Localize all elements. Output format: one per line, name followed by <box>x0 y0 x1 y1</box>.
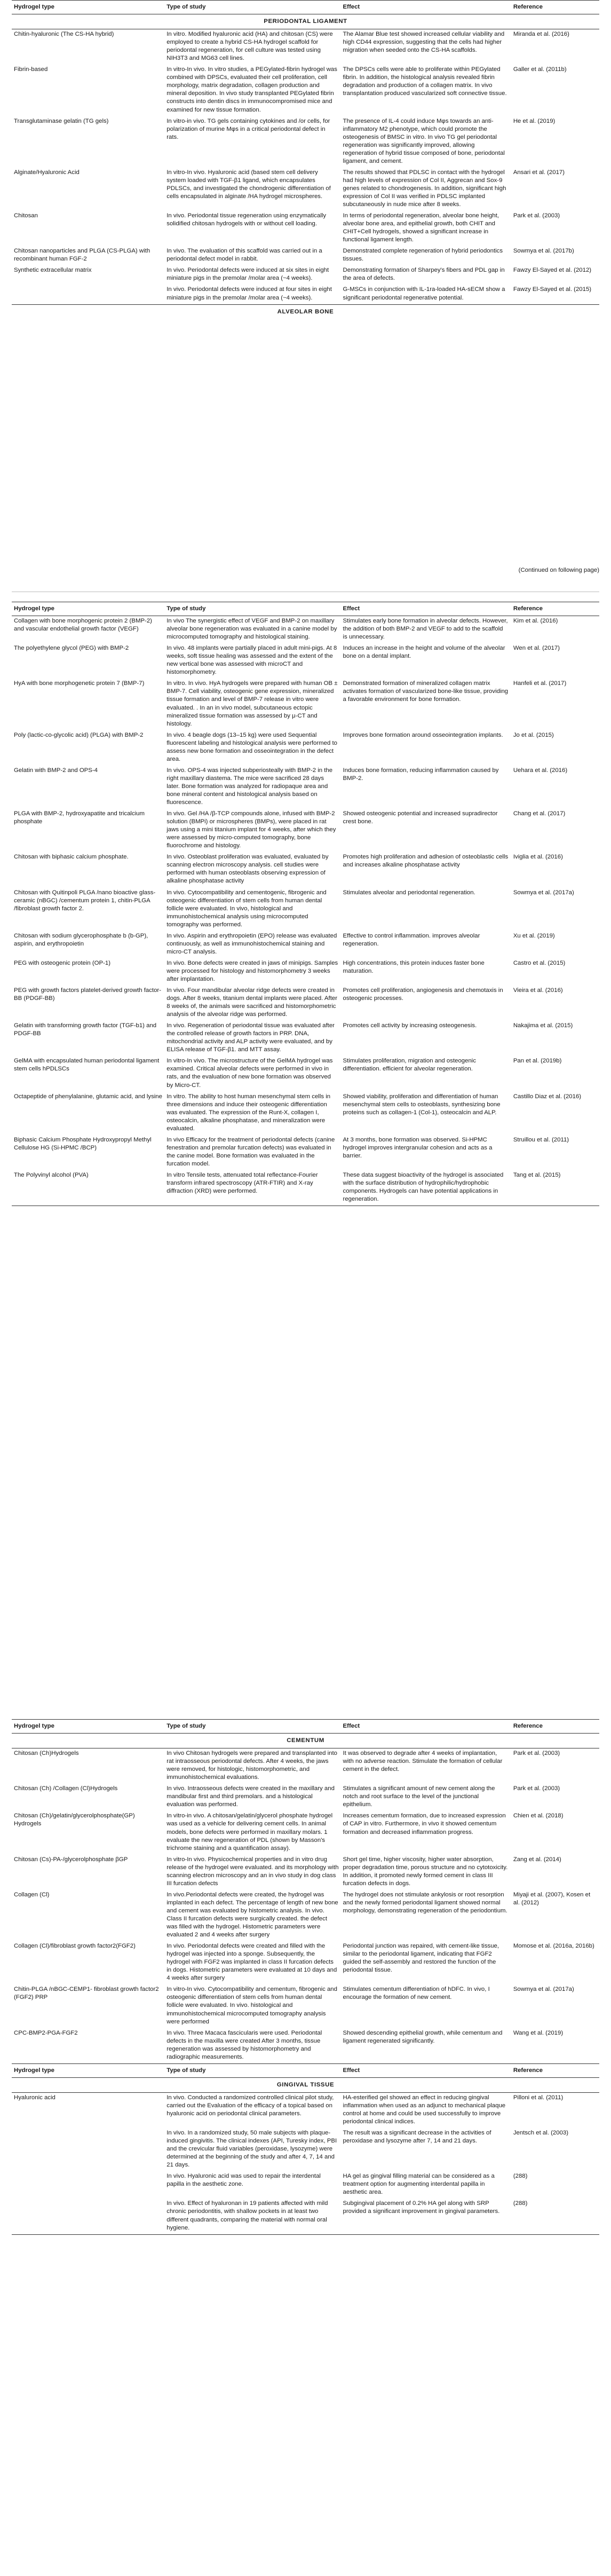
table-row <box>12 852 599 887</box>
effect-cell: Increases cementum formation, due to increased expression of CAP in vitro. Furthermore, in vivo it showed cementum formation and decreased inflammation progress. <box>343 1813 506 1836</box>
effect-cell: Subgingival placement of 0.2% HA gel along with SRP provided a significant improvement in gingival parameters. <box>341 2199 511 2234</box>
hydrogel-type-cell <box>12 2128 164 2171</box>
table-header-row <box>12 602 599 616</box>
section-title: GINGIVAL TISSUE <box>12 2077 599 2092</box>
section-heading-gingival-tissue <box>12 2077 599 2092</box>
hydrogel-type-cell: PEG with osteogenic protein (OP-1) <box>14 959 111 966</box>
hydrogel-type-cell: Chitosan (Ch)/gelatin/glycerolphosphate(GP) Hydrogels <box>14 1813 135 1827</box>
header-effect: Effect <box>341 602 511 616</box>
hydrogel-type-cell: Chitosan (Cs)-PA-/glycerolphosphate βGP <box>14 1856 128 1863</box>
table-row <box>12 730 599 766</box>
table-row <box>12 246 599 265</box>
hydrogel-type-cell: Collagen (Cl)/fibroblast growth factor2(FGF2) <box>14 1943 136 1950</box>
section-heading-alveolar-bone <box>12 304 599 319</box>
header-hydrogel-type: Hydrogel type <box>12 602 164 616</box>
effect-cell: Periodontal junction was repaired, with cement-like tissue, similar to the periodontal ligament, indicating that FGF2 guided the self-assembly and restored the function of the periodontal tissue. <box>343 1943 499 1974</box>
table-row <box>12 931 599 958</box>
type-of-study-cell: In vitro-In vivo. The microstructure of the GelMA hydrogel was examined. Critical alveolar defects were performed in vivo in rats, and the evaluation of new bone formation was observed by Micro-CT. <box>166 1058 333 1089</box>
header-type-of-study: Type of study <box>164 1 340 14</box>
hydrogel-type-cell <box>12 2199 164 2234</box>
table-row <box>12 1784 599 1811</box>
hydrogel-type-cell: Chitosan with biphasic calcium phosphate. <box>14 854 129 861</box>
type-of-study-cell: In vivo. Periodontal defects were created and filled with the hydrogel was injected into a sponge. Subsequently, the hydrogel with FGF2 was implanted in class II furcation defects in dogs. Histometric parameters were evaluated at 10 days and 4 weeks after surgery <box>166 1943 337 1982</box>
hydrogel-type-cell: Gelatin with BMP-2 and OPS-4 <box>14 767 98 774</box>
table-header-row <box>12 2063 599 2077</box>
type-of-study-cell: In vitro. The ability to host human mesenchymal stem cells in three dimensions and induce their osteogenic differentiation was evaluated. The expression of the Runt-X, collagen I, osteocalcin, alkaline phosphatase, and mineralization were evaluated. <box>166 1093 331 1132</box>
header-hydrogel-type: Hydrogel type <box>12 2063 164 2077</box>
effect-cell: Demonstrated complete regeneration of hybrid periodontics tissues. <box>343 248 503 263</box>
type-of-study-cell: In vivo. Conducted a randomized controlled clinical pilot study, carried out the Evaluation of the efficacy of a topical based on hyaluronic acid on periodontal clinical parameters. <box>166 2094 334 2117</box>
table-row <box>12 265 599 285</box>
hydrogel-type-cell: Chitin-PLGA /nBGC-CEMP1- fibroblast growth factor2 (FGF2) PRP <box>14 1986 159 2001</box>
effect-cell: Demonstrated formation of mineralized collagen matrix activates formation of vascularized bone-like tissue, providing a favorable environment for bone formation. <box>343 680 509 703</box>
type-of-study-cell: In vivo. Intraosseous defects were created in the maxillary and mandibular first and third premolars. and a histological evaluation was performed. <box>166 1785 335 1808</box>
table-row <box>12 986 599 1021</box>
reference-cell: Pilloni et al. (2011) <box>513 2094 564 2101</box>
hydrogel-table-part-2 <box>12 602 599 1206</box>
table-row <box>12 1855 599 1890</box>
table-row <box>12 766 599 809</box>
reference-cell: Uehara et al. (2016) <box>513 767 568 774</box>
effect-cell: The results showed that PDLSC in contact with the hydrogel had high levels of expression of Col II, Aggrecan and Sox-9 genes related to chondrogenesis. In addition, significant high expression of Col II was verified in PDLSC implanted subcutaneously in nude mice after 8 weeks. <box>343 169 506 208</box>
reference-cell: Sowmya et al. (2017a) <box>513 1986 574 1993</box>
table-header-row <box>12 1 599 14</box>
header-hydrogel-type: Hydrogel type <box>12 1720 164 1734</box>
reference-cell: Castro et al. (2015) <box>513 959 566 966</box>
type-of-study-cell: In vitro. Modified hyaluronic acid (HA) and chitosan (CS) were employed to create a hybrid CS-HA hydrogel scaffold for periodontal regeneration, for cell culture was tested using NIH3T3 and MG63 cell lines. <box>166 31 333 62</box>
table-row <box>12 2092 599 2128</box>
effect-cell: Stimulates early bone formation in alveolar defects. However, the addition of both BMP-2 and VEGF to add to the scaffold is unnecessary. <box>343 618 508 641</box>
type-of-study-cell: In vivo. Periodontal tissue regeneration using enzymatically solidified chitosan hydrogels with or without cell loading. <box>166 212 327 227</box>
table-row <box>12 1170 599 1206</box>
type-of-study-cell: In vivo. In a randomized study, 50 male subjects with plaque-induced gingivitis. The clinical indexes (API, Turesky index, PBI and the crevicular fluid variables (peroxidase, lysozyme) were determined at the beginning of the study and after 4, 7, 14 and 21 days. <box>166 2130 337 2169</box>
effect-cell: The hydrogel does not stimulate ankylosis or root resorption and the newly formed periodontal ligament showed normal morphology, demonstrating regeneration of the periodontium. <box>343 1891 507 1914</box>
type-of-study-cell: In vivo Chitosan hydrogels were prepared and transplanted into rat intraosseous periodontal defects. After 4 weeks, the jaws were removed, for histologic, histomorphometric, and immunohistochemical evaluations. <box>166 1750 338 1781</box>
reference-cell: Park et al. (2003) <box>513 1785 560 1792</box>
type-of-study-cell: In vitro-in vivo. A chitosan/gelatin/glycerol phosphate hydrogel was used as a vehicle for delivering cement cells. In animal models, bone defects were performed in maxillary molars. 1 evaluate the new regeneration of PDL (shown by Masson's trichrome staining and a quantification assay). <box>166 1813 333 1852</box>
type-of-study-cell: In vivo. Periodontal defects were induced at four sites in eight miniature pigs in the premolar /molar area (~4 weeks). <box>164 285 340 304</box>
hydrogel-type-cell: PEG with growth factors platelet-derived growth factor-BB (PDGF-BB) <box>14 987 162 1002</box>
reference-cell: Castillo Diaz et al. (2016) <box>513 1093 582 1100</box>
reference-cell: Chien et al. (2018) <box>513 1813 564 1819</box>
hydrogel-type-cell: Alginate/Hyaluronic Acid <box>14 169 80 176</box>
reference-cell: He et al. (2019) <box>513 117 556 124</box>
effect-cell: Stimulates proliferation, migration and osteogenic differentiation. efficient for alveolar regeneration. <box>343 1058 477 1073</box>
reference-cell: (288) <box>513 2173 528 2180</box>
hydrogel-table-part-3 <box>12 1719 599 2235</box>
hydrogel-type-cell: Octapeptide of phenylalanine, glutamic acid, and lysine <box>14 1093 162 1100</box>
header-effect: Effect <box>341 2063 511 2077</box>
section-heading-periodontal-ligament <box>12 14 599 29</box>
reference-cell: Momose et al. (2016a, 2016b) <box>513 1943 594 1950</box>
reference-cell: Jo et al. (2015) <box>513 731 554 738</box>
hydrogel-type-cell: HyA with bone morphogenetic protein 7 (BMP-7) <box>14 680 145 687</box>
table-row <box>12 2199 599 2234</box>
header-effect: Effect <box>341 1720 511 1734</box>
table-row <box>12 1092 599 1135</box>
reference-cell: Chang et al. (2017) <box>513 810 566 817</box>
header-reference: Reference <box>511 1720 599 1734</box>
reference-cell: Fawzy El-Sayed et al. (2012) <box>513 267 592 274</box>
reference-cell: Struillou et al. (2011) <box>513 1136 569 1143</box>
effect-cell: Stimulates cementum differentiation of hDFC. In vivo, I encourage the formation of new cement. <box>343 1986 490 2001</box>
reference-cell: Sowmya et al. (2017a) <box>513 889 574 896</box>
effect-cell: It was observed to degrade after 4 weeks of implantation, with no adverse reaction. Stimulate the formation of cellular cement in the defect. <box>343 1750 503 1773</box>
effect-cell: Stimulates a significant amount of new cement along the notch and root surface to the level of the junctional epithelium. <box>343 1785 495 1808</box>
type-of-study-cell: In vivo. The evaluation of this scaffold was carried out in a periodontal defect model in rabbit. <box>166 248 322 263</box>
effect-cell: Improves bone formation around osseointegration implants. <box>343 731 503 738</box>
effect-cell: The presence of IL-4 could induce Mφs towards an anti-inflammatory M2 phenotype, which could promote the osteogenesis of BMSC in vitro. In vivo TG gel periodontal regeneration was significantly improved, allowing regeneration of hybrid tissue composed of bone, periodontal ligament, and cement. <box>343 117 505 164</box>
type-of-study-cell: In vivo. Cytocompatibility and cementogenic, fibrogenic and osteogenic differentiation of stem cells from human dental follicle were evaluated. In vivo, histological and immunohistochemical analysis using microcomputed tomography was performed. <box>166 889 327 928</box>
effect-cell: Showed descending epithelial growth, while cementum and ligament regenerated significantly. <box>341 2028 511 2064</box>
type-of-study-cell: In vivo. Periodontal defects were induced at six sites in eight miniature pigs in the premolar /molar area (~4 weeks). <box>166 267 329 282</box>
type-of-study-cell: In vivo. OPS-4 was injected subperiosteally with BMP-2 in the right maxillary diastema. The mice were sacrificed 28 days later. Bone formation was analyzed for radiopaque area and bone mineral content and histological analysis based on fluorescence. <box>166 767 333 806</box>
type-of-study-cell: In vivo. 4 beagle dogs (13–15 kg) were used Sequential fluorescent labeling and histological analysis were performed to assess new bone formation and osseointegration in the defect area. <box>166 731 337 762</box>
table-row <box>12 888 599 931</box>
hydrogel-type-cell: PLGA with BMP-2, hydroxyapatite and tricalcium phosphate <box>14 810 145 825</box>
reference-cell: Park et al. (2003) <box>513 1750 560 1757</box>
header-type-of-study: Type of study <box>164 602 340 616</box>
reference-cell: Tang et al. (2015) <box>511 1170 599 1206</box>
hydrogel-type-cell: Hyaluronic acid <box>14 2094 55 2101</box>
reference-cell: Fawzy El-Sayed et al. (2015) <box>511 285 599 304</box>
reference-cell: Miranda et al. (2016) <box>513 31 569 38</box>
reference-cell: Park et al. (2003) <box>513 212 560 219</box>
type-of-study-cell: In vitro-In vivo. Cytocompatibility and cementum, fibrogenic and osteogenic differentiation of stem cells from human dental follicle were evaluated. In vivo. histological and immunohistochemical microcomputed tomography analysis were performed <box>166 1986 337 2025</box>
table-row <box>12 211 599 246</box>
type-of-study-cell: In vivo Efficacy for the treatment of periodontal defects (canine fenestration and premolar furcation defects) was evaluated in the canine model. Bone formation was evaluated in the furcation model. <box>166 1136 335 1167</box>
type-of-study-cell: In vivo. Regeneration of periodontal tissue was evaluated after the controlled release of growth factors in PRP. DNA, mitochondrial activity and ALP activity were evaluated, and by ELISA release of TGF-β1. and MTT assay. <box>166 1022 335 1053</box>
table-row <box>12 1890 599 1941</box>
hydrogel-type-cell: Chitosan <box>14 212 38 219</box>
type-of-study-cell: In vivo. Aspirin and erythropoietin (EPO) release was evaluated continuously, as well as immunohistochemical staining and micro-CT analysis. <box>166 932 337 955</box>
effect-cell: G-MSCs in conjunction with IL-1ra-loaded HA-sECM show a significant periodontal regenerative potential. <box>341 285 511 304</box>
table-row <box>12 1021 599 1056</box>
reference-cell: Xu et al. (2019) <box>513 932 555 939</box>
effect-cell: Stimulates alveolar and periodontal regeneration. <box>343 889 475 896</box>
hydrogel-type-cell: Chitosan (Ch)Hydrogels <box>14 1750 79 1757</box>
table-row <box>12 643 599 679</box>
reference-cell: Ansari et al. (2017) <box>513 169 565 176</box>
effect-cell: HA gel as gingival filling material can be considered as a treatment option for augmenting interdental papilla in aesthetic area. <box>343 2173 495 2196</box>
header-effect: Effect <box>341 1 511 14</box>
reference-cell: Jentsch et al. (2003) <box>513 2130 569 2137</box>
header-reference: Reference <box>511 2063 599 2077</box>
effect-cell: Induces an increase in the height and volume of the alveolar bone on a dental implant. <box>343 645 505 660</box>
type-of-study-cell: In vivo. Four mandibular alveolar ridge defects were created in dogs. After 8 weeks, titanium dental implants were placed. After 8 weeks of, the animals were sacrificed and histomorphometric analysis of the alveolar ridge was performed. <box>166 987 337 1018</box>
table-row <box>12 679 599 730</box>
header-type-of-study: Type of study <box>164 2063 340 2077</box>
type-of-study-cell: In vitro. In vivo. HyA hydrogels were prepared with human OB ± BMP-7. Cell viability, osteogenic gene expression, mineralized tissue formation and level of BMP-7 release in vitro were evaluated. . In an in vivo model, subcutaneous ectopic mineralized tissue formation was assessed by μ-CT and histology. <box>166 680 338 727</box>
hydrogel-type-cell: Chitosan with Quitinpoli PLGA /nano bioactive glass-ceramic (nBGC) /cementum protein 1, chitin-PLGA /fibroblast growth factor 2. <box>14 889 156 912</box>
type-of-study-cell: In vitro-In vivo. Physicochemical properties and in vitro drug release of the hydrogel were evaluated. and its morphology with scanning electron microscopy and an in vivo study in dog class III furcation defects <box>166 1856 339 1887</box>
hydrogel-type-cell: Transglutaminase gelatin (TG gels) <box>14 117 109 124</box>
hydrogel-table-part-1 <box>12 0 599 319</box>
section-title: CEMENTUM <box>12 1734 599 1748</box>
type-of-study-cell: In vivo. 48 implants were partially placed in adult mini-pigs. At 8 weeks, soft tissue healing was assessed and the extent of the new vertical bone was assessed with microCT and histomorphometry. <box>166 645 337 676</box>
section-heading-cementum <box>12 1734 599 1748</box>
reference-cell: Wen et al. (2017) <box>513 645 560 652</box>
table-row <box>12 29 599 65</box>
effect-cell: Promotes cell proliferation, angiogenesis and chemotaxis in osteogenic processes. <box>343 987 503 1002</box>
table-row <box>12 2128 599 2171</box>
hydrogel-type-cell: Collagen (Cl) <box>14 1891 50 1898</box>
effect-cell: Induces bone formation, reducing inflammation caused by BMP-2. <box>343 767 499 782</box>
hydrogel-type-cell: GelMA with encapsulated human periodontal ligament stem cells hPDLSCs <box>14 1058 160 1073</box>
effect-cell: Showed osteogenic potential and increased supradirector crest bone. <box>343 810 498 825</box>
type-of-study-cell: In vitro Tensile tests, attenuated total reflectance-Fourier transform infrared spectroscopy (ATR-FTIR) and X-ray diffraction (XRD) were performed. <box>164 1170 340 1206</box>
hydrogel-type-cell: Biphasic Calcium Phosphate Hydroxypropyl Methyl Cellulose HG (Si-HPMC /BCP) <box>14 1136 152 1151</box>
reference-cell: Vieira et al. (2016) <box>513 987 563 994</box>
hydrogel-type-cell: Poly (lactic-co-glycolic acid) (PLGA) with BMP-2 <box>14 731 144 738</box>
effect-cell: The Alamar Blue test showed increased cellular viability and high CD44 expression, suggesting that the cells had higher migration when seeded onto the CS-HA scaffolds. <box>343 31 505 54</box>
type-of-study-cell: In vivo. Osteoblast proliferation was evaluated, evaluated by scanning electron microscopy analysis. cell studies were performed with human osteoblasts observing expression of alkaline phosphatase activity <box>166 854 329 885</box>
hydrogel-type-cell: CPC-BMP2-PGA-FGF2 <box>12 2028 164 2064</box>
hydrogel-type-cell: Fibrin-based <box>14 66 48 73</box>
table-row <box>12 116 599 168</box>
type-of-study-cell: In vivo. Three Macaca fascicularis were used. Periodontal defects in the maxilla were created After 3 months, tissue regeneration was assessed by histomorphometry and radiographic measurements. <box>164 2028 340 2064</box>
type-of-study-cell: In vivo The synergistic effect of VEGF and BMP-2 on maxillary alveolar bone regeneration was evaluated in a canine model by microcomputed tomography and histological staining. <box>166 618 337 641</box>
effect-cell: Demonstrating formation of Sharpey's fibers and PDL gap in the area of defects. <box>343 267 505 282</box>
table-row <box>12 1135 599 1170</box>
table-row <box>12 285 599 304</box>
type-of-study-cell: In vivo. Effect of hyaluronan in 19 patients affected with mild chronic periodontitis, with shallow pockets in at least two different quadrants, comparing the material with normal oral hygiene. <box>164 2199 340 2234</box>
reference-cell: Hanfeli et al. (2017) <box>513 680 567 687</box>
section-title: ALVEOLAR BONE <box>277 308 334 315</box>
effect-cell: Promotes cell activity by increasing osteogenesis. <box>343 1022 477 1029</box>
effect-cell: The DPSCs cells were able to proliferate within PEGylated fibrin. In addition, the histological analysis revealed fibrin degradation and production of a collagen matrix. In vivo transplantation produced vascularized soft connective tissue. <box>343 66 507 97</box>
effect-cell: Showed viability, proliferation and differentiation of human mesenchymal stem cells to osteoblasts, synthesizing bone proteins such as collagen-1 (Col-1), osteocalcin and ALP. <box>343 1093 501 1116</box>
reference-cell: Galler et al. (2011b) <box>513 66 567 73</box>
hydrogel-type-cell <box>12 285 164 304</box>
reference-cell: Miyaji et al. (2007), Kosen et al. (2012) <box>513 1891 591 1906</box>
hydrogel-type-cell: Collagen with bone morphogenic protein 2 (BMP-2) and vascular endothelial growth factor (VEGF) <box>14 618 152 633</box>
hydrogel-type-cell: Chitosan nanoparticles and PLGA (CS-PLGA) with recombinant human FGF-2 <box>14 248 150 263</box>
effect-cell: These data suggest bioactivity of the hydrogel is associated with the surface distribution of hydrophilic/hydrophobic components. Hydrogels can have potential applications in regeneration. <box>341 1170 511 1206</box>
reference-cell: Iviglia et al. (2016) <box>513 854 563 861</box>
table-row <box>12 168 599 211</box>
hydrogel-type-cell: Chitin-hyaluronic (The CS-HA hybrid) <box>14 31 114 38</box>
effect-cell: At 3 months, bone formation was observed. Si-HPMC hydrogel improves intergranular cohesion and acts as a barrier. <box>343 1136 493 1159</box>
table-row <box>12 809 599 852</box>
hydrogel-type-cell: Synthetic extracellular matrix <box>14 267 92 274</box>
table-row <box>12 2028 599 2064</box>
hydrogel-type-cell: The Polyvinyl alcohol (PVA) <box>12 1170 164 1206</box>
effect-cell: Promotes high proliferation and adhesion of osteoblastic cells and increases alkaline phosphatase activity <box>343 854 509 869</box>
type-of-study-cell: In vivo. Bone defects were created in jaws of minipigs. Samples were processed for histology and histomorphometry 3 weeks after implantation. <box>166 959 338 982</box>
effect-cell: The result was a significant decrease in the activities of peroxidase and lysozyme after 7, 14 and 21 days. <box>343 2130 491 2145</box>
table-row <box>12 616 599 644</box>
reference-cell: Pan et al. (2019b) <box>513 1058 562 1065</box>
reference-cell: Wang et al. (2019) <box>511 2028 599 2064</box>
type-of-study-cell: In vitro-in vivo. TG gels containing cytokines and /or cells, for polarization of murine Mφs in a critical periodontal defect in rats. <box>166 117 330 140</box>
hydrogel-type-cell: The polyethylene glycol (PEG) with BMP-2 <box>14 645 129 652</box>
reference-cell: Sowmya et al. (2017b) <box>513 248 574 255</box>
type-of-study-cell: In vitro-In vivo. In vitro studies, a PEGylated-fibrin hydrogel was combined with DPSCs, evaluated their cell proliferation, cell morphology, matrix degradation, collagen production and mineral deposition. In vivo study transplanted PEGylated fibrin constructs into dentin discs in immunocompromised mice and examined for new tissue formation. <box>166 66 337 113</box>
table-row <box>12 1941 599 1984</box>
effect-cell: In terms of periodontal regeneration, alveolar bone height, alveolar bone area, and epithelial growth, both CHIT and CHIT+Cell hydrogels, showed a significant increase in functional ligament length. <box>343 212 499 243</box>
effect-cell: Effective to control inflammation. improves alveolar regeneration. <box>343 932 480 947</box>
table-row <box>12 1748 599 1784</box>
table-row <box>12 1984 599 2028</box>
table-row <box>12 2171 599 2199</box>
table-row <box>12 1056 599 1091</box>
reference-cell: Zang et al. (2014) <box>513 1856 561 1863</box>
effect-cell: Short gel time, higher viscosity, higher water absorption, proper degradation time, porous structure and no cytotoxicity. In addition, it promoted newly formed cement in class III furcation defects in dogs. <box>343 1856 508 1887</box>
hydrogel-type-cell: Gelatin with transforming growth factor (TGF-b1) and PDGF-BB <box>14 1022 157 1037</box>
section-title: PERIODONTAL LIGAMENT <box>12 14 599 29</box>
reference-cell: Kim et al. (2016) <box>513 618 558 625</box>
hydrogel-type-cell: Chitosan with sodium glycerophosphate b (b-GP), aspirin, and erythropoietin <box>14 932 148 947</box>
reference-cell: Nakajima et al. (2015) <box>513 1022 573 1029</box>
type-of-study-cell: In vitro-In vivo. Hyaluronic acid (based stem cell delivery system loaded with TGF-β1 ligand, which encapsulates PDLSCs, and investigated the chondrogenic differentiation of cells encapsulated in alginate /HA hydrogel microspheres. <box>166 169 331 200</box>
effect-cell: High concentrations, this protein induces faster bone maturation. <box>343 959 485 974</box>
header-reference: Reference <box>511 1 599 14</box>
header-type-of-study: Type of study <box>164 1720 340 1734</box>
table-row <box>12 65 599 116</box>
type-of-study-cell: In vivo. Hyaluronic acid was used to repair the interdental papilla in the aesthetic zone. <box>166 2173 321 2188</box>
continued-note: (Continued on following page) <box>518 567 599 573</box>
hydrogel-type-cell: Chitosan (Ch) /Collagen (Cl)Hydrogels <box>14 1785 118 1792</box>
effect-cell: HA-esterified gel showed an effect in reducing gingival inflammation when used as an adjunct to mechanical plaque control at home and could be used successfully to improve periodontal clinical indices. <box>343 2094 506 2125</box>
header-reference: Reference <box>511 602 599 616</box>
reference-cell: (288) <box>511 2199 599 2234</box>
table-row <box>12 958 599 986</box>
header-hydrogel-type: Hydrogel type <box>12 1 164 14</box>
type-of-study-cell: In vivo. Gel /HA /β-TCP compounds alone, infused with BMP-2 solution (BMPi) or microspheres (BMPs), were placed in rat jaws using a mini titanium implant for 4 weeks, after which they were assessed by micro-computed tomography, bone fluorochrome and histology. <box>166 810 336 849</box>
table-header-row <box>12 1720 599 1734</box>
hydrogel-type-cell <box>12 2171 164 2199</box>
type-of-study-cell: In vivo.Periodontal defects were created, the hydrogel was implanted in each defect. The percentage of length of new bone and cement was evaluated by histometric analysis. In vivo. Class II furcation defects were surgically created. the defect was filled with the hydrogel. Histometric parameters were evaluated 2 and 4 weeks after surgery <box>166 1891 338 1939</box>
table-row <box>12 1811 599 1854</box>
